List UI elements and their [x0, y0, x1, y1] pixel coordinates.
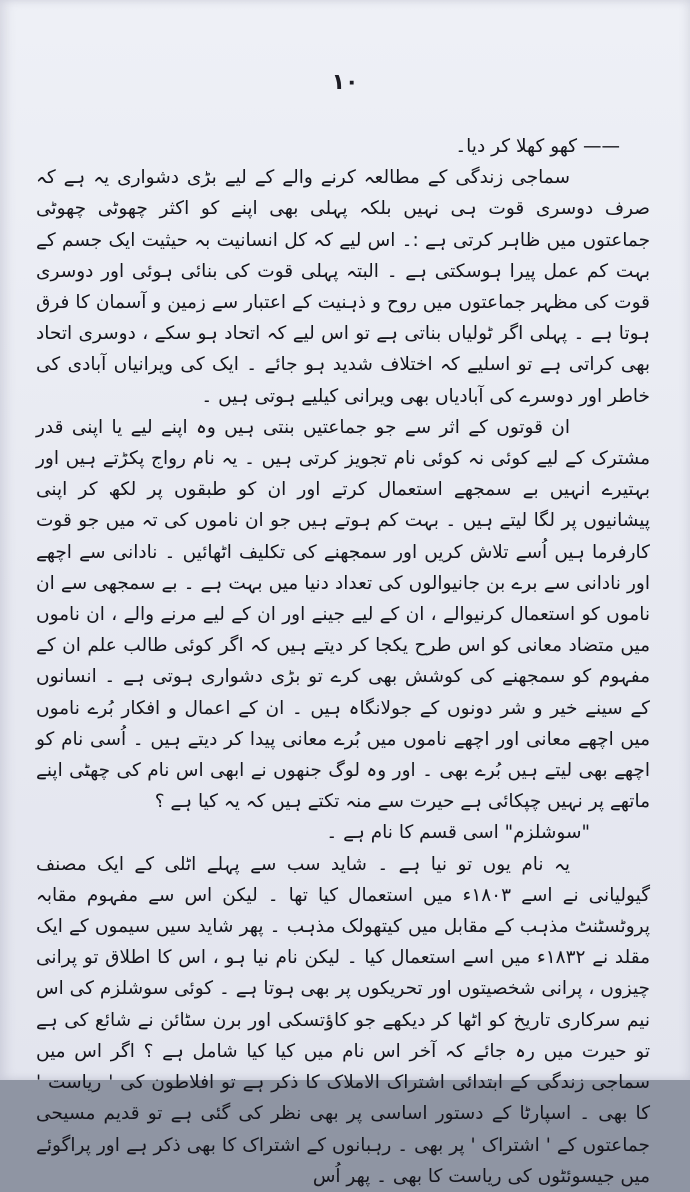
paragraph-4: "سوشلزم" اسی قسم کا نام ہے ۔: [326, 822, 590, 844]
paragraph-1: —— کھو کھلا کر دیا۔: [455, 136, 620, 157]
paragraph-3: ان قوتوں کے اثر سے جو جماعتیں بنتی ہیں وہ اپنے لیے یا اپنی قدر مشترک کے لیے کوئی نہ کوئی نام تجویز کرتی ہیں ۔ یہ نام رواج پکڑتے ہیں اور بہتیرے انہیں بے سمجھے استعمال کرتے اور ان کو طبقوں پر لکھ کر اپنی پیشانیوں پر لگا لیتے ہیں ۔ بہت کم ہوتے ہیں جو ان ناموں کی تہ میں جو قوت کارفرما ہیں اُسے تلاش کریں اور سمجھنے کی تکلیف اٹھائیں ۔ نادانی سے اچھے اور نادانی سے برے بن جانیوالوں کی تعداد دنیا میں بہت ہے ۔ بے سمجھی سے ان ناموں کو استعمال کرنیوالے ، ان کے لیے جینے اور ان کے لیے مرنے والے ، ان ناموں میں متضاد معانی کو اس طرح یکجا کر دیتے ہیں کہ اگر کوئی طالب علم ان کے مفہوم کو سمجھنے کی کوشش بھی کرے تو بڑی دشواری ہوتی ہے ۔ انسانوں کے سینے خیر و شر دونوں کے جولانگاہ ہیں ۔ ان کے اعمال و افکار بُرے ناموں میں اچھے معانی اور اچھے ناموں میں بُرے معانی پیدا کر دیتے ہیں ۔ اُسی نام کو اچھے بھی لیتے ہیں بُرے بھی ۔ اور وہ لوگ جنھوں نے ابھی اس نام کی چھٹی اپنے ماتھے پر نہیں چپکائی ہے حیرت سے منہ تکتے ہیں کہ یہ کیا ہے ؟: [36, 416, 650, 813]
paragraph-2: سماجی زندگی کے مطالعہ کرنے والے کے لیے بڑی دشواری یہ ہے کہ صرف دوسری قوت ہی نہیں بلکہ پہلی بھی اپنے کو اکثر چھوٹی چھوٹی جماعتوں میں ظاہر کرتی ہے :۔ اس لیے کہ کل انسانیت بہ حیثیت ایک جسم کے بہت کم عمل پیرا ہوسکتی ہے ۔ البتہ پہلی قوت کی بنائی ہوئی اور دوسری قوت کی مظہر جماعتوں میں روح و ذہنیت کے اعتبار سے زمین و آسمان کا فرق ہوتا ہے ۔ پہلی اگر ٹولیاں بناتی ہے تو اس لیے کہ اتحاد ہو سکے ، دوسری اتحاد بھی کراتی ہے تو اسلیے کہ اختلاف شدید ہو جائے ۔ ایک کی ویرانیاں آبادی کی خاطر اور دوسرے کی آبادیاں بھی ویرانی کیلیے ہوتی ہیں ۔: [36, 167, 650, 407]
paragraph-5: یہ نام یوں تو نیا ہے ۔ شاید سب سے پہلے اٹلی کے ایک مصنف گیولیانی نے اسے ۱۸۰۳ء میں استعمال کیا تھا ۔ لیکن اس سے مفہوم مقابہ پروٹسٹنٹ مذہب کے مقابل میں کیتھولک مذہب ۔ پھر شاید سیں سیموں کے ایک مقلد نے ۱۸۳۲ء میں اسے استعمال کیا ۔ لیکن نام نیا ہو ، اس کا اطلاق تو پرانی چیزوں ، پرانی شخصیتوں اور تحریکوں پر بھی ہوتا ہے ۔ کوئی سوشلزم کی اس نیم سرکاری تاریخ کو اٹھا کر دیکھے جو کاؤتسکی اور برن سٹائن نے شائع کی ہے تو حیرت میں رہ جائے کہ آخر اس نام میں کیا کیا شامل ہے ؟ اگر اس میں سماجی زندگی کے ابتدائی اشتراک الاملاک کا ذکر ہے تو افلاطون کی ' ریاست ' کا بھی ۔ اسپارٹا کے دستور اساسی پر بھی نظر کی گئی ہے تو قدیم مسیحی جماعتوں کے ' اشتراک ' پر بھی ۔ رہبانوں کے اشتراک کا بھی ذکر ہے اور پراگوئے میں جیسوئٹوں کی ریاست کا بھی ۔ پھر اُس: [36, 853, 651, 1187]
page-body-text: [36, 125, 651, 1187]
page-number: ۱۰: [331, 70, 359, 95]
